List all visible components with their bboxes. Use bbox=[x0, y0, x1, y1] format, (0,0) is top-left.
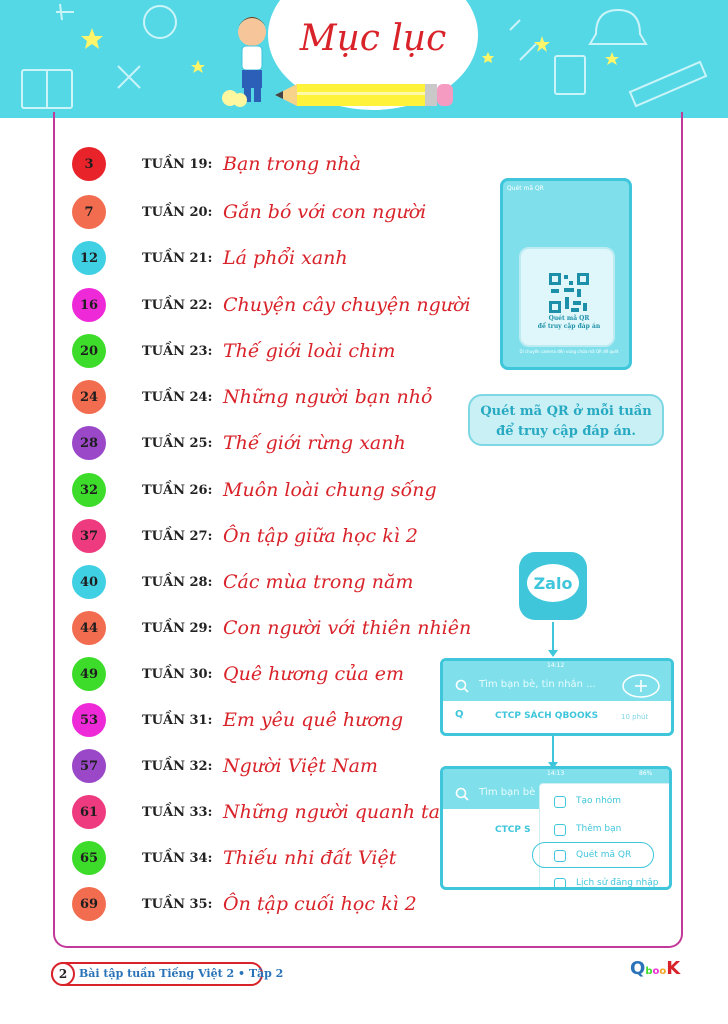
menu-item-create-group[interactable]: Tạo nhóm bbox=[576, 796, 622, 806]
page-number-badge: 24 bbox=[72, 380, 106, 414]
toc-row[interactable] bbox=[72, 146, 361, 182]
topic-title: Chuyện cây chuyện người bbox=[223, 294, 471, 316]
page-number-badge: 7 bbox=[72, 195, 106, 229]
menu-item-scan-qr[interactable]: Quét mã QR bbox=[576, 850, 632, 860]
arrow-line bbox=[552, 622, 554, 652]
page-number-badge: 40 bbox=[72, 565, 106, 599]
week-label: TUẦN 19: bbox=[142, 156, 213, 172]
contact-name[interactable]: CTCP SÁCH QBOOKS bbox=[495, 711, 599, 721]
week-label: TUẦN 24: bbox=[142, 389, 213, 405]
page-number-badge: 37 bbox=[72, 519, 106, 553]
toc-row[interactable] bbox=[72, 656, 404, 692]
topic-title: Lá phổi xanh bbox=[223, 247, 348, 269]
arrow-down-icon bbox=[548, 650, 558, 657]
add-plus-icon[interactable] bbox=[621, 673, 661, 699]
week-label: TUẦN 31: bbox=[142, 712, 213, 728]
boy-illustration bbox=[222, 12, 282, 108]
page-number-badge: 49 bbox=[72, 657, 106, 691]
week-label: TUẦN 21: bbox=[142, 250, 213, 266]
topic-title: Con người với thiên nhiên bbox=[223, 617, 472, 639]
contact-time: 10 phút bbox=[621, 713, 649, 721]
zalo-home-screen bbox=[440, 658, 674, 736]
dropdown-menu bbox=[539, 783, 672, 890]
page-number-badge: 57 bbox=[72, 749, 106, 783]
qr-scan-icon bbox=[554, 850, 566, 862]
page-number-badge: 65 bbox=[72, 841, 106, 875]
week-label: TUẦN 22: bbox=[142, 297, 213, 313]
add-friend-icon bbox=[554, 824, 566, 836]
topic-title: Thế giới rừng xanh bbox=[223, 432, 406, 454]
topic-title: Quê hương của em bbox=[223, 663, 404, 685]
topic-title: Muôn loài chung sống bbox=[223, 479, 437, 501]
zalo-menu-screen bbox=[440, 766, 672, 890]
topic-title: Gắn bó với con người bbox=[223, 201, 427, 223]
week-label: TUẦN 29: bbox=[142, 620, 213, 636]
week-label: TUẦN 35: bbox=[142, 896, 213, 912]
pencil-illustration bbox=[275, 82, 455, 108]
toc-row[interactable] bbox=[72, 194, 427, 230]
search-icon bbox=[455, 679, 469, 693]
toc-row[interactable] bbox=[72, 333, 396, 369]
topic-title: Những người bạn nhỏ bbox=[223, 386, 433, 408]
toc-row[interactable] bbox=[72, 518, 418, 554]
week-label: TUẦN 27: bbox=[142, 528, 213, 544]
toc-row[interactable] bbox=[72, 287, 471, 323]
contact-name[interactable]: CTCP S bbox=[495, 825, 531, 835]
page-number-badge: 16 bbox=[72, 288, 106, 322]
search-placeholder: Tìm bạn bè bbox=[479, 787, 536, 798]
page-number-badge: 61 bbox=[72, 795, 106, 829]
toc-row[interactable] bbox=[72, 840, 397, 876]
arrow-line bbox=[552, 736, 554, 764]
search-bar[interactable] bbox=[443, 671, 671, 701]
week-label: TUẦN 34: bbox=[142, 850, 213, 866]
page-number-badge: 53 bbox=[72, 703, 106, 737]
toc-row[interactable] bbox=[72, 425, 406, 461]
phone-footer-text: Di chuyển camera đến vùng chứa mã QR để quét bbox=[519, 349, 619, 354]
week-label: TUẦN 20: bbox=[142, 204, 213, 220]
login-history-icon bbox=[554, 878, 566, 890]
page-title: Mục lục bbox=[299, 18, 447, 59]
page-number-badge: 12 bbox=[72, 241, 106, 275]
search-icon bbox=[455, 787, 469, 801]
topic-title: Những người quanh ta bbox=[223, 801, 440, 823]
toc-row[interactable] bbox=[72, 240, 348, 276]
topic-title: Thiếu nhi đất Việt bbox=[223, 847, 397, 869]
qbook-logo: QbooK bbox=[630, 958, 681, 979]
topic-title: Thế giới loài chim bbox=[223, 340, 396, 362]
qr-hint-box: Quét mã QR ở mỗi tuần để truy cập đáp án. bbox=[468, 394, 664, 446]
page-number-badge: 44 bbox=[72, 611, 106, 645]
toc-row[interactable] bbox=[72, 794, 440, 830]
page-number-badge: 32 bbox=[72, 473, 106, 507]
toc-row[interactable] bbox=[72, 472, 437, 508]
week-label: TUẦN 26: bbox=[142, 482, 213, 498]
menu-item-login-history[interactable]: Lịch sử đăng nhập bbox=[576, 878, 659, 888]
menu-item-add-friend[interactable]: Thêm bạn bbox=[576, 824, 622, 834]
week-label: TUẦN 25: bbox=[142, 435, 213, 451]
topic-title: Ôn tập cuối học kì 2 bbox=[223, 893, 417, 915]
qr-code-icon bbox=[549, 273, 589, 313]
topic-title: Ôn tập giữa học kì 2 bbox=[223, 525, 418, 547]
week-label: TUẦN 23: bbox=[142, 343, 213, 359]
toc-row[interactable] bbox=[72, 702, 404, 738]
page-number-badge: 20 bbox=[72, 334, 106, 368]
toc-row[interactable] bbox=[72, 379, 433, 415]
toc-row[interactable] bbox=[72, 748, 378, 784]
page-number-badge: 69 bbox=[72, 887, 106, 921]
topic-title: Người Việt Nam bbox=[223, 755, 378, 777]
topic-title: Bạn trong nhà bbox=[223, 153, 361, 175]
header-band bbox=[0, 0, 728, 118]
week-label: TUẦN 32: bbox=[142, 758, 213, 774]
topic-title: Các mùa trong năm bbox=[223, 571, 414, 593]
qr-card-label: Quét mã QR để truy cập đáp án bbox=[537, 315, 601, 330]
zalo-label: Zalo bbox=[527, 564, 579, 602]
page-number-badge: 28 bbox=[72, 426, 106, 460]
week-label: TUẦN 28: bbox=[142, 574, 213, 590]
book-title: Bài tập tuần Tiếng Việt 2 • Tập 2 bbox=[79, 967, 284, 980]
qbook-avatar: Q bbox=[455, 709, 464, 720]
status-bar: 14:13 86% bbox=[443, 769, 669, 779]
week-label: TUẦN 33: bbox=[142, 804, 213, 820]
page-number: 2 bbox=[51, 962, 75, 986]
toc-row[interactable] bbox=[72, 886, 417, 922]
footer-book-title bbox=[51, 962, 284, 986]
qr-card bbox=[519, 247, 615, 347]
create-group-icon bbox=[554, 796, 566, 808]
toc-row[interactable] bbox=[72, 610, 472, 646]
status-bar: 14:12 bbox=[443, 661, 671, 671]
page-number-badge: 3 bbox=[72, 147, 106, 181]
topic-title: Em yêu quê hương bbox=[223, 709, 404, 731]
zalo-app-icon[interactable] bbox=[519, 552, 587, 620]
toc-row[interactable] bbox=[72, 564, 414, 600]
search-placeholder: Tìm bạn bè, tin nhắn ... bbox=[479, 679, 596, 690]
phone-top-label: Quét mã QR bbox=[507, 185, 544, 192]
qr-phone-illustration bbox=[500, 178, 632, 370]
week-label: TUẦN 30: bbox=[142, 666, 213, 682]
